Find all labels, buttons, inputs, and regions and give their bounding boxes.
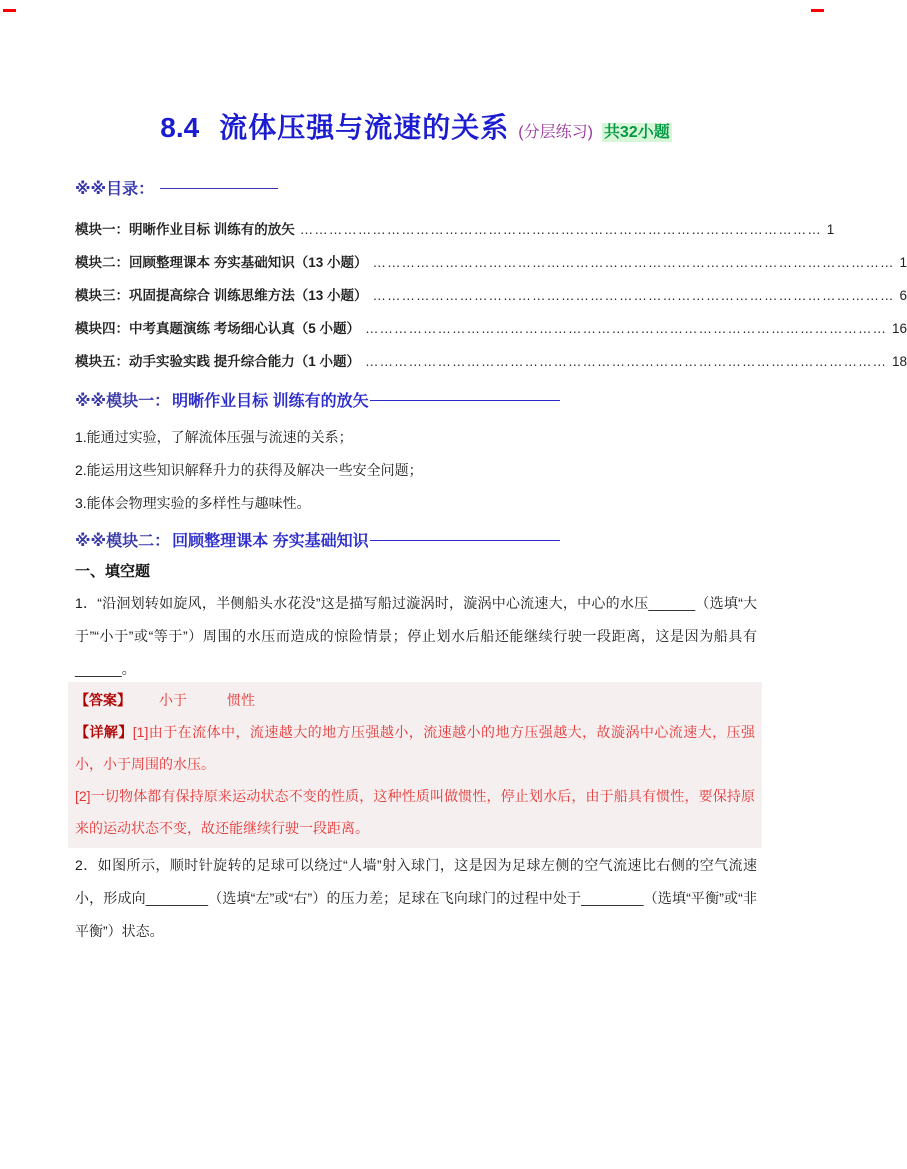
toc-item xyxy=(75,345,907,378)
toc-leader-dots: ……………………………………………………………………………………………… xyxy=(372,288,895,303)
toc-heading-rule xyxy=(160,188,278,189)
learning-goals xyxy=(75,421,757,520)
goal-item: 3.能体会物理实验的多样性与趣味性。 xyxy=(75,495,311,511)
module-1-prefix: ※※模块一： xyxy=(75,393,171,410)
toc-item-label: 模块五：动手实验实践 提升综合能力（1 小题） xyxy=(75,354,361,369)
question-2-text: 2．如图所示，顺时针旋转的足球可以绕过“人墙”射入球门，这是因为足球左侧的空气流速比右侧的空气流速小，形成向________（选填“左”或“右”）的压力差；足球在飞向球门的过程中处于________（选填“平衡”或“非平衡”）状态。 xyxy=(75,857,757,939)
toc-leader-dots: ……………………………………………………………………………………………… xyxy=(372,255,895,270)
question-count-badge: 共32小题 xyxy=(603,124,670,141)
answer-row xyxy=(75,684,755,716)
module-1-heading xyxy=(75,388,757,411)
toc-page-number: 1 xyxy=(826,222,835,237)
answer-label: 【答案】 xyxy=(75,692,131,708)
toc-leader-dots: ……………………………………………………………………………………………… xyxy=(299,222,822,237)
explanation-label: 【详解】 xyxy=(75,724,133,740)
toc-heading-label: ※※目录： xyxy=(75,181,155,198)
title-text: 流体压强与流速的关系 xyxy=(219,112,510,143)
question-1-text: 1．“沿洄划转如旋风，半侧船头水花没”这是描写船过漩涡时，漩涡中心流速大，中心的水压______（选填“大于”“小于”或“等于”）周围的水压而造成的惊险情景；停止划水后船还能继续行驶一段距离，这是因为船具有______。 xyxy=(75,595,757,677)
explanation-paragraph xyxy=(75,780,755,844)
goal-item: 2.能运用这些知识解释升力的获得及解决一些安全问题； xyxy=(75,462,423,478)
explanation-text: [2]一切物体都有保持原来运动状态不变的性质，这种性质叫做惯性，停止划水后，由于船具有惯性，要保持原来的运动状态不变，故还能继续行驶一段距离。 xyxy=(75,788,755,836)
toc-list xyxy=(75,213,907,378)
module-2-heading xyxy=(75,528,757,551)
toc-item xyxy=(75,312,907,345)
toc-page-number: 6 xyxy=(899,288,907,303)
module-2-title: 回顾整理课本 夯实基础知识 xyxy=(172,533,369,550)
page-title xyxy=(75,108,757,153)
toc-item-label: 模块二：回顾整理课本 夯实基础知识（13 小题） xyxy=(75,255,368,270)
toc-page-number: 18 xyxy=(892,354,907,369)
answer-block xyxy=(68,682,762,848)
red-crop-mark-right xyxy=(811,9,824,12)
answer-value: 惯性 xyxy=(227,692,255,708)
explanation-text: [1]由于在流体中，流速越大的地方压强越小，流速越小的地方压强越大，故漩涡中心流速大，压强小，小于周围的水压。 xyxy=(75,724,755,772)
toc-item xyxy=(75,213,835,246)
module-2-heading-rule xyxy=(370,540,560,541)
module-1-title: 明晰作业目标 训练有的放矢 xyxy=(172,393,369,410)
toc-page-number: 1 xyxy=(899,255,907,270)
section-number: 8.4 xyxy=(160,112,200,143)
section-heading-fill-in-blanks: 一、填空题 xyxy=(75,563,151,580)
toc-page-number: 16 xyxy=(892,321,907,336)
toc-heading xyxy=(75,176,278,199)
toc-item-label: 模块三：巩固提高综合 训练思维方法（13 小题） xyxy=(75,288,368,303)
explanation-paragraph xyxy=(75,716,755,780)
toc-leader-dots: ……………………………………………………………………………………………… xyxy=(365,321,888,336)
goal-item: 1.能通过实验，了解流体压强与流速的关系； xyxy=(75,429,353,445)
title-subtitle: (分层练习) xyxy=(518,124,593,141)
toc-leader-dots: ……………………………………………………………………………………………… xyxy=(365,354,888,369)
toc-item xyxy=(75,279,907,312)
toc-item-label: 模块四：中考真题演练 考场细心认真（5 小题） xyxy=(75,321,361,336)
module-2-prefix: ※※模块二： xyxy=(75,533,171,550)
module-1-heading-rule xyxy=(370,400,560,401)
toc-item xyxy=(75,246,907,279)
answer-value: 小于 xyxy=(159,692,187,708)
toc-item-label: 模块一：明晰作业目标 训练有的放矢 xyxy=(75,222,295,237)
red-crop-mark-left xyxy=(3,9,16,12)
